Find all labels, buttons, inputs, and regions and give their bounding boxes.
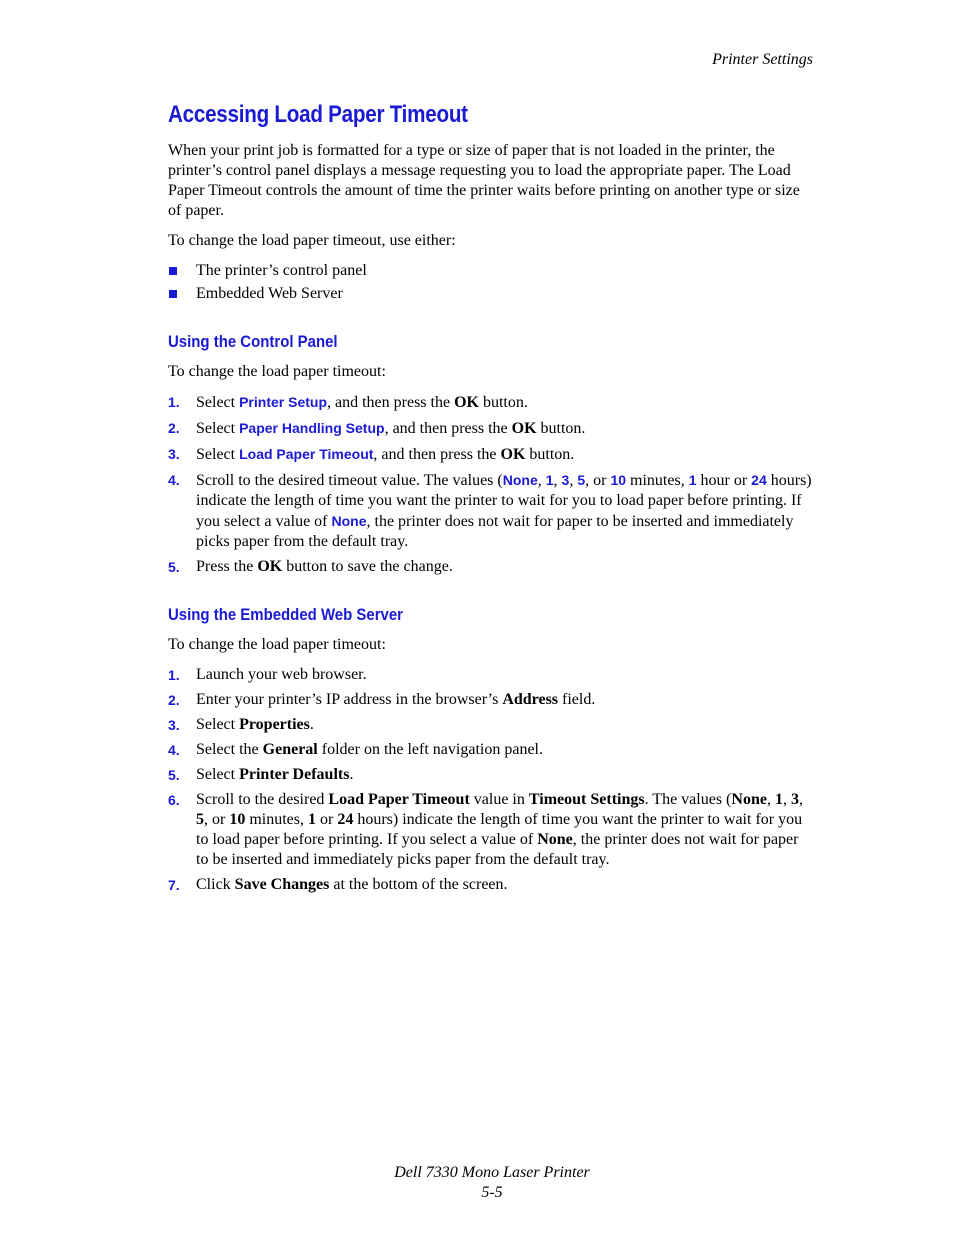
list-item: The printer’s control panel — [168, 261, 813, 281]
section-heading-control-panel: Using the Control Panel — [168, 332, 338, 351]
section-lead: To change the load paper timeout: — [168, 636, 386, 653]
step-number: 5. — [168, 559, 180, 575]
step-number: 1. — [168, 394, 180, 410]
step-item: 4. Select the General folder on the left navigation panel. — [168, 741, 543, 758]
button-name: OK — [500, 446, 526, 463]
step-item: 2. Enter your printer’s IP address in the browser’s Address field. — [168, 691, 596, 708]
intro-lead: To change the load paper timeout, use either: — [168, 232, 456, 249]
step-number: 7. — [168, 877, 180, 893]
option-list — [168, 261, 813, 304]
page-title: Accessing Load Paper Timeout — [168, 101, 468, 128]
step-item: 1. Launch your web browser. — [168, 666, 367, 683]
step-item: 2. Select Paper Handling Setup, and then press the OK button. — [168, 420, 586, 437]
step-number: 2. — [168, 692, 180, 708]
step-number: 3. — [168, 446, 180, 462]
footer-page-number: 5-5 — [481, 1184, 503, 1201]
page-footer — [0, 1163, 954, 1203]
step-number: 4. — [168, 472, 180, 488]
step-item: 7. Click Save Changes at the bottom of the screen. — [168, 876, 508, 893]
menu-item-label: Paper Handling Setup — [239, 420, 385, 436]
button-name: OK — [454, 394, 479, 411]
section-heading-web-server: Using the Embedded Web Server — [168, 605, 403, 624]
list-item: Embedded Web Server — [168, 284, 813, 304]
step-item: 3. Select Load Paper Timeout, and then press the OK button. — [168, 446, 575, 463]
step-number: 6. — [168, 792, 180, 808]
button-name: OK — [257, 558, 283, 575]
step-number: 1. — [168, 667, 180, 683]
step-number: 3. — [168, 717, 180, 733]
running-header: Printer Settings — [712, 51, 813, 68]
step-number: 5. — [168, 767, 180, 783]
footer-product: Dell 7330 Mono Laser Printer — [394, 1164, 590, 1181]
step-item: 1. Select Printer Setup, and then press the OK button. — [168, 394, 528, 411]
page-content — [168, 101, 813, 900]
menu-item-label: Load Paper Timeout — [239, 446, 374, 462]
step-item: 3. Select Properties. — [168, 716, 314, 733]
control-panel-steps — [168, 392, 813, 577]
bullet-square-icon — [169, 290, 177, 298]
menu-item-label: Printer Setup — [239, 394, 327, 410]
intro-paragraph: When your print job is formatted for a type or size of paper that is not loaded in the printer, the printer’s control panel displays a message requesting you to load the appropriate paper. The Load Paper Timeout controls the amount of time the printer waits before printing on another type or size of paper. — [168, 142, 800, 219]
step-item: 5. Press the OK button to save the change. — [168, 558, 453, 575]
web-server-steps — [168, 665, 813, 895]
section-lead: To change the load paper timeout: — [168, 363, 386, 380]
button-name: OK — [511, 420, 537, 437]
step-item: 6. Scroll to the desired Load Paper Timeout value in Timeout Settings. The values (None, 1, 3, 5, or 10 minutes, 1 or 24 hours) indicate the length of time you want the printer to wait for you to load paper before printing. If you select a value of None, the printer does not wait for paper to be inserted and immediately picks paper from the default tray. — [168, 791, 803, 868]
bullet-square-icon — [169, 267, 177, 275]
step-number: 2. — [168, 420, 180, 436]
step-item: 5. Select Printer Defaults. — [168, 766, 354, 783]
step-item: 4. Scroll to the desired timeout value. The values (None, 1, 3, 5, or 10 minutes, 1 hour or 24 hours) indicate the length of time you want the printer to wait for you to load paper before printing. If you select a value of None, the printer does not wait for paper to be inserted and immediately picks paper from the default tray. — [168, 472, 812, 550]
step-number: 4. — [168, 742, 180, 758]
